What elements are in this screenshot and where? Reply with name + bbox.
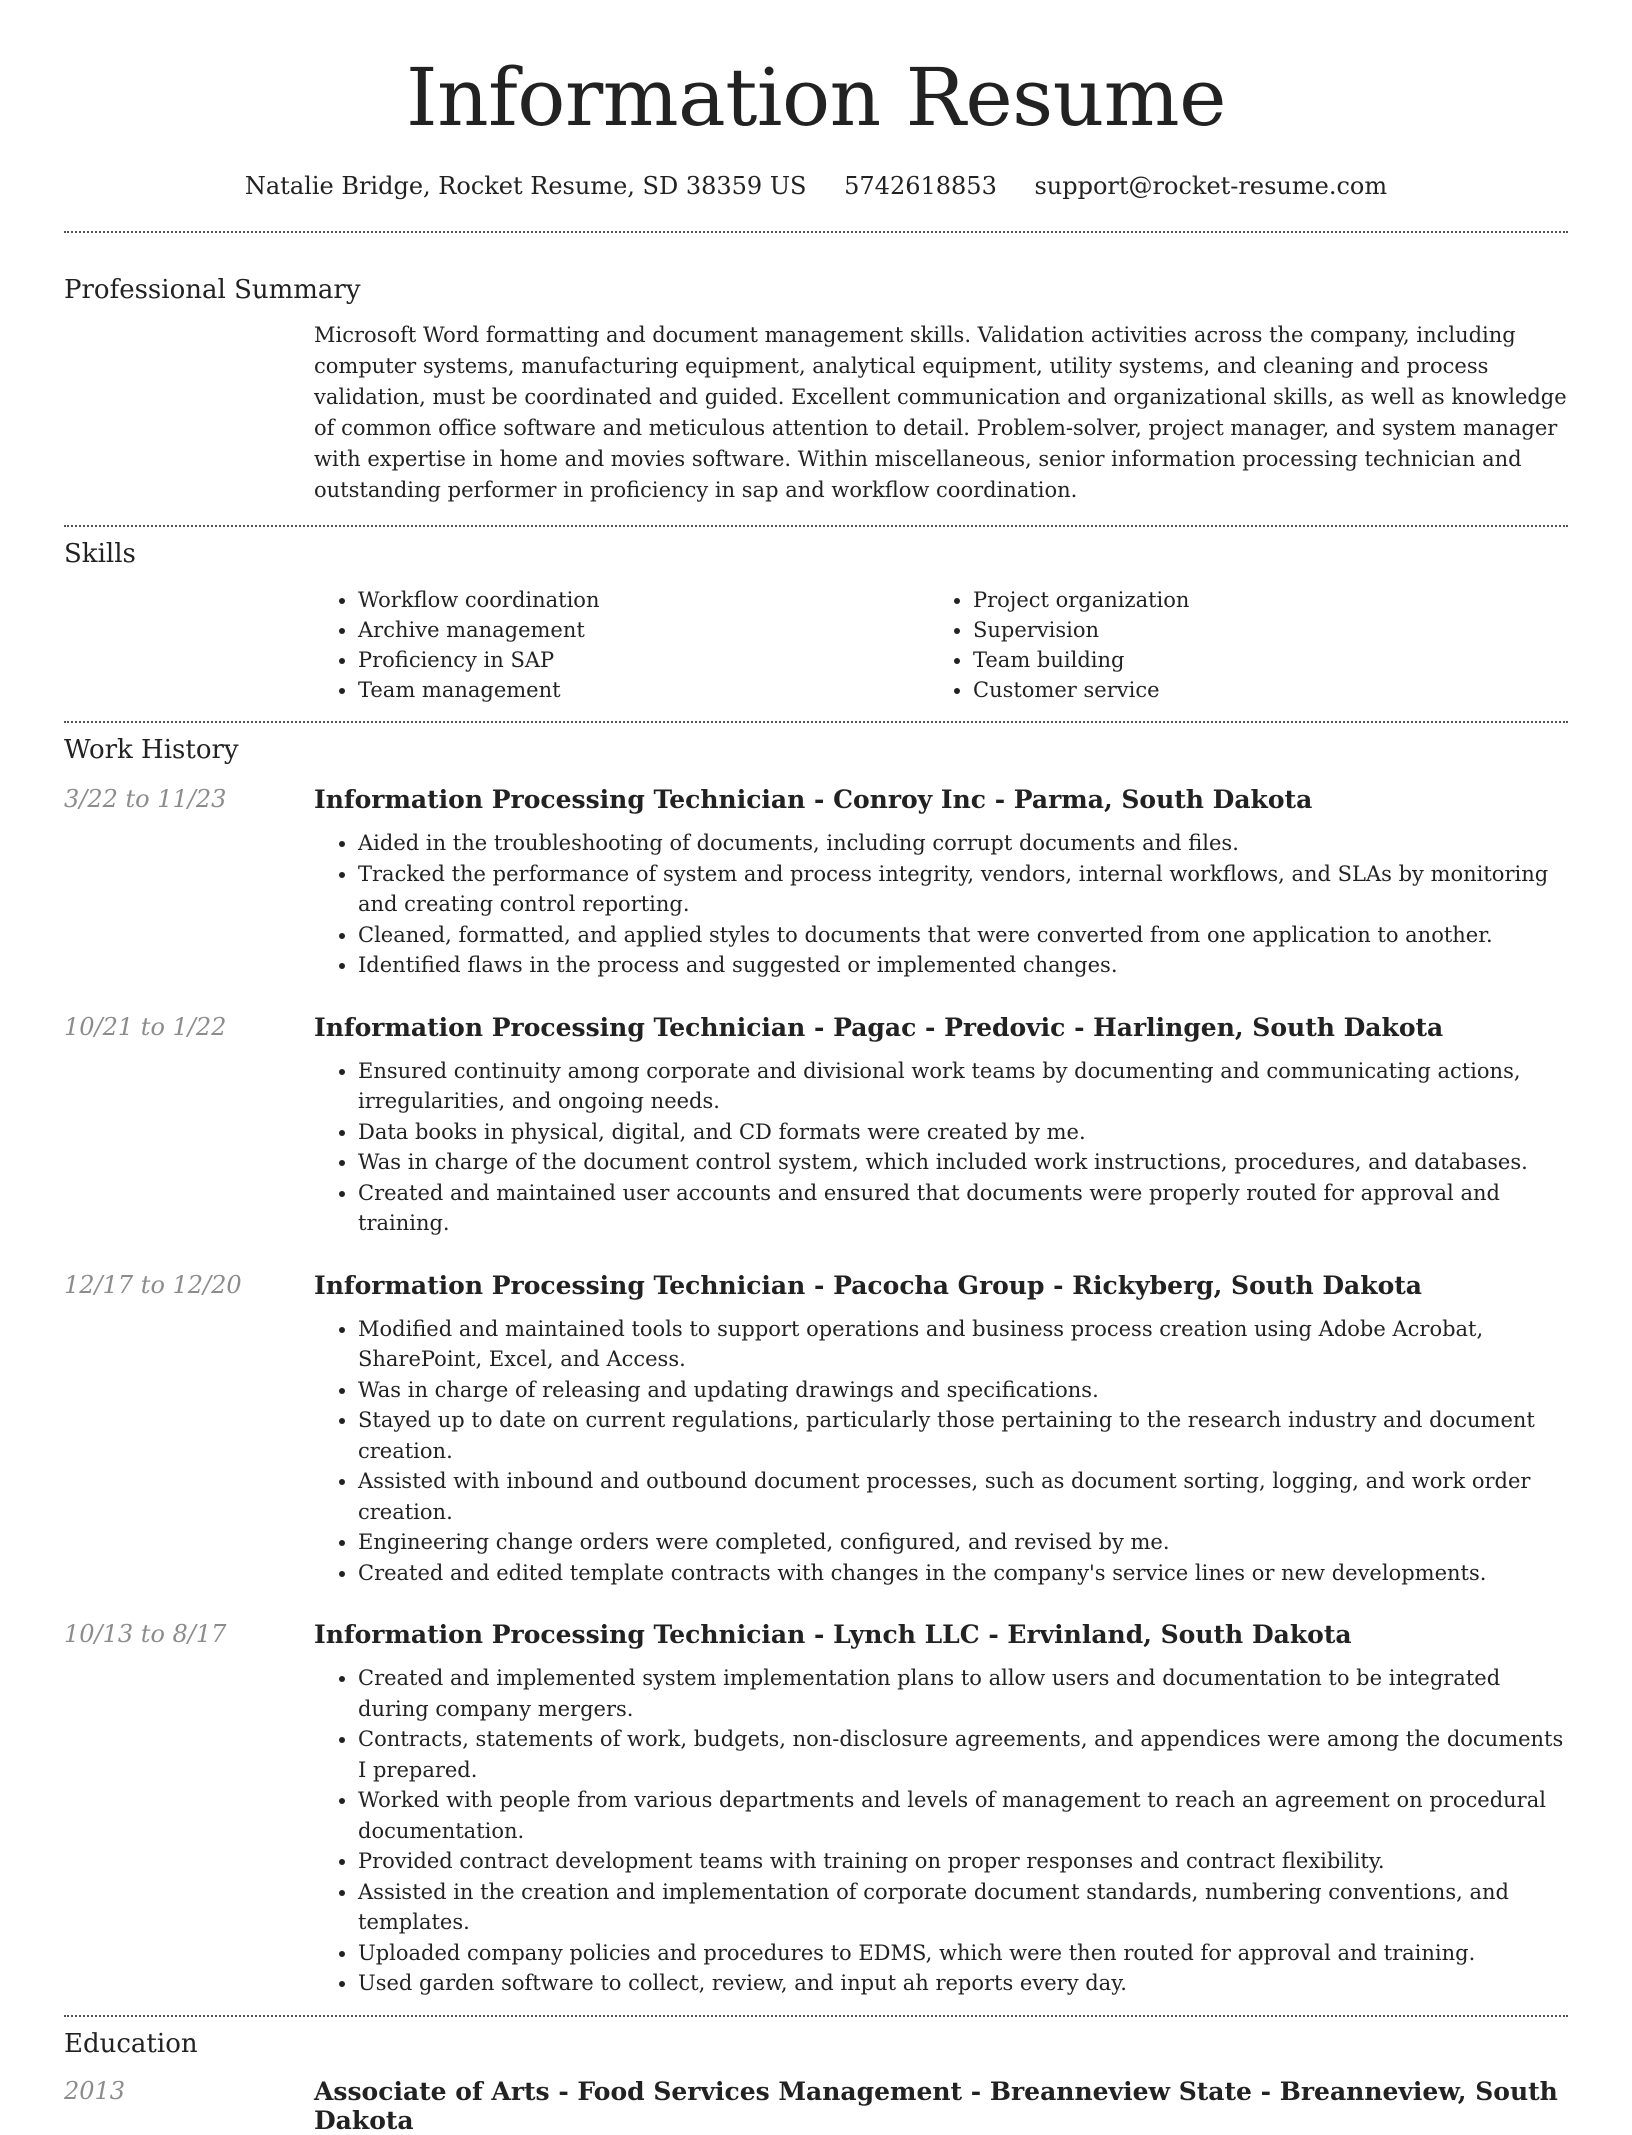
- list-item: • Identified flaws in the process and suggested or implemented changes.: [358, 950, 1568, 981]
- list-item: • Assisted in the creation and implementation of corporate document standards, numbering conventions, and templates.: [358, 1877, 1568, 1938]
- job-dates: 3/22 to 11/23: [64, 785, 227, 813]
- skill-item: • Team management: [358, 675, 929, 705]
- job-entry: [64, 1013, 1568, 1042]
- summary-text: Microsoft Word formatting and document management skills. Validation activities across the company, including computer systems, manufacturing equipment, analytical equipment, utility systems, and cleaning and process validation, must be coordinated and guided. Excellent communication and organizational skills, as well as knowledge of common office software and meticulous attention to detail. Problem-solver, project manager, and system manager with expertise in home and movies software. Within miscellaneous, senior information processing technician and outstanding performer in proficiency in sap and workflow coordination.: [314, 323, 1567, 502]
- list-item: • Used garden software to collect, review, and input ah reports every day.: [358, 1968, 1568, 1999]
- job-bullets: [314, 1663, 1568, 1999]
- list-item: • Worked with people from various departments and levels of management to reach an agreement on procedural documentation.: [358, 1785, 1568, 1846]
- skill-item: • Project organization: [973, 585, 1544, 615]
- list-item: • Data books in physical, digital, and CD formats were created by me.: [358, 1117, 1568, 1148]
- skills-row: [64, 585, 1568, 705]
- list-item: • Assisted with inbound and outbound document processes, such as document sorting, logging, and work order creation.: [358, 1466, 1568, 1527]
- job-title: Information Processing Technician - Pagac - Predovic - Harlingen, South Dakota: [314, 1012, 1444, 1042]
- list-item: • Contracts, statements of work, budgets, non-disclosure agreements, and appendices were among the documents I prepared.: [358, 1724, 1568, 1785]
- work-heading: Work History: [64, 735, 239, 765]
- section-divider: [64, 231, 1568, 233]
- list-item: • Was in charge of the document control system, which included work instructions, procedures, and databases.: [358, 1147, 1568, 1178]
- list-item: • Provided contract development teams with training on proper responses and contract flexibility.: [358, 1846, 1568, 1877]
- skills-list-left: [314, 585, 929, 705]
- job-bullets: [314, 828, 1568, 981]
- education-entry: [64, 2077, 1568, 2135]
- job-title: Information Processing Technician - Pacocha Group - Rickyberg, South Dakota: [314, 1270, 1422, 1300]
- job-entry: [64, 785, 1568, 814]
- skill-item: • Proficiency in SAP: [358, 645, 929, 675]
- list-item: • Was in charge of releasing and updating drawings and specifications.: [358, 1375, 1568, 1406]
- list-item: • Uploaded company policies and procedures to EDMS, which were then routed for approval and training.: [358, 1938, 1568, 1969]
- list-item: • Engineering change orders were completed, configured, and revised by me.: [358, 1527, 1568, 1558]
- contact-phone: 5742618853: [844, 172, 997, 200]
- list-item: • Cleaned, formatted, and applied styles to documents that were converted from one application to another.: [358, 920, 1568, 951]
- summary-row: [64, 320, 1568, 506]
- contact-address: Natalie Bridge, Rocket Resume, SD 38359 US: [244, 172, 807, 200]
- skill-item: • Team building: [973, 645, 1544, 675]
- list-item: • Created and edited template contracts with changes in the company's service lines or new developments.: [358, 1558, 1568, 1589]
- list-item: • Created and implemented system implementation plans to allow users and documentation to be integrated during company mergers.: [358, 1663, 1568, 1724]
- list-item: • Aided in the troubleshooting of documents, including corrupt documents and files.: [358, 828, 1568, 859]
- section-divider: [64, 721, 1568, 723]
- list-item: • Ensured continuity among corporate and divisional work teams by documenting and communicating actions, irregularities, and ongoing needs.: [358, 1056, 1568, 1117]
- contact-email: support@rocket-resume.com: [1034, 172, 1388, 200]
- education-title: Associate of Arts - Food Services Management - Breanneview State - Breanneview, South Dakota: [314, 2076, 1558, 2135]
- job-dates: 10/13 to 8/17: [64, 1620, 227, 1648]
- skill-item: • Workflow coordination: [358, 585, 929, 615]
- job-dates: 10/21 to 1/22: [64, 1012, 227, 1041]
- summary-heading: Professional Summary: [64, 275, 361, 305]
- skills-list-right: [929, 585, 1544, 705]
- skill-item: • Archive management: [358, 615, 929, 645]
- education-heading: Education: [64, 2028, 198, 2059]
- contact-info: [64, 172, 1568, 200]
- skills-heading: Skills: [64, 539, 136, 569]
- job-entry: [64, 1620, 1568, 1649]
- job-title: Information Processing Technician - Lynch LLC - Ervinland, South Dakota: [314, 1620, 1352, 1649]
- skill-item: • Supervision: [973, 615, 1544, 645]
- list-item: • Modified and maintained tools to support operations and business process creation using Adobe Acrobat, SharePoint, Excel, and Access.: [358, 1314, 1568, 1375]
- education-year: 2013: [64, 2076, 126, 2105]
- list-item: • Tracked the performance of system and process integrity, vendors, internal workflows, and SLAs by monitoring and creating control reporting.: [358, 859, 1568, 920]
- list-item: • Created and maintained user accounts and ensured that documents were properly routed for approval and training.: [358, 1178, 1568, 1239]
- section-divider: [64, 525, 1568, 527]
- job-bullets: [314, 1314, 1568, 1589]
- section-divider: [64, 2015, 1568, 2017]
- skill-item: • Customer service: [973, 675, 1544, 705]
- skills-grid: [314, 585, 1568, 705]
- job-title: Information Processing Technician - Conroy Inc - Parma, South Dakota: [314, 785, 1313, 814]
- list-item: • Stayed up to date on current regulations, particularly those pertaining to the research industry and document creation.: [358, 1405, 1568, 1466]
- job-entry: [64, 1271, 1568, 1300]
- job-dates: 12/17 to 12/20: [64, 1270, 242, 1299]
- page-title: Information Resume: [406, 51, 1226, 144]
- job-bullets: [314, 1056, 1568, 1239]
